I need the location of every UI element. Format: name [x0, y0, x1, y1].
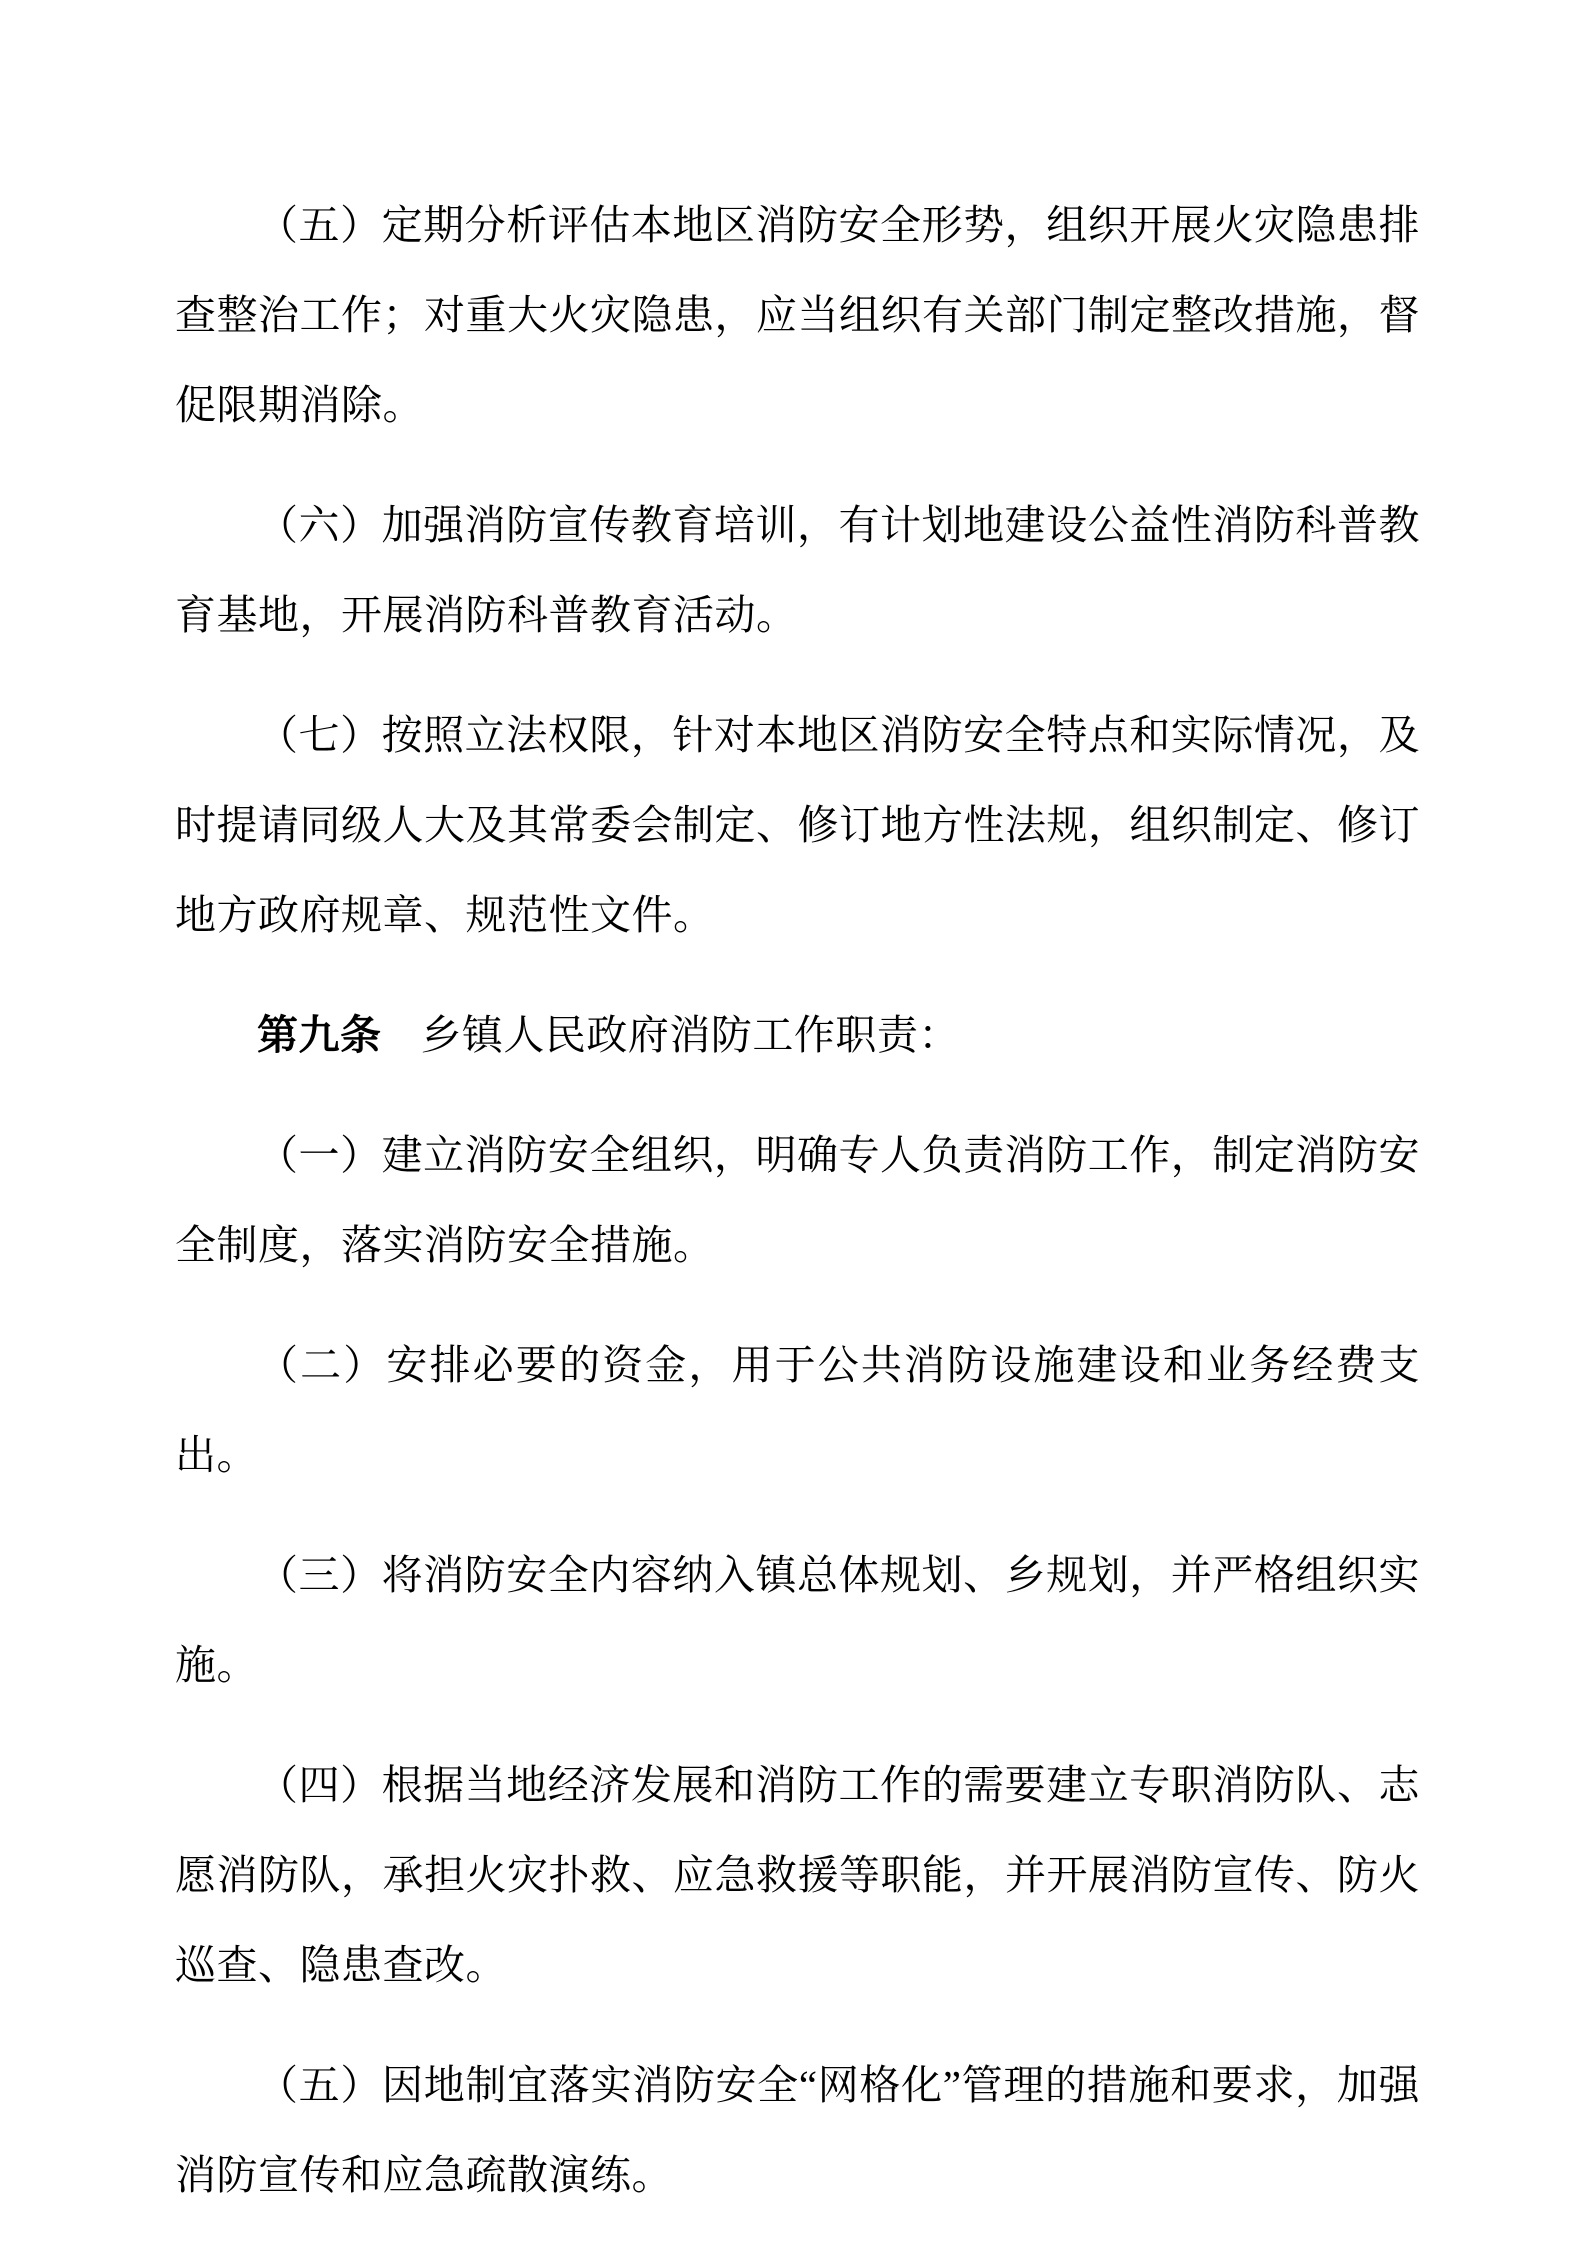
article-9-heading [175, 990, 1420, 1080]
paragraph-item-2: （二）安排必要的资金，用于公共消防设施建设和业务经费支出。 [175, 1342, 1420, 1478]
article-number: 第九条 [257, 1012, 382, 1058]
paragraph-item-5b: （五）因地制宜落实消防安全“网格化”管理的措施和要求，加强消防宣传和应急疏散演练。 [175, 2062, 1420, 2198]
article-title: 乡镇人民政府消防工作职责： [420, 1012, 960, 1058]
paragraph-item-6: （六）加强消防宣传教育培训，有计划地建设公益性消防科普教育基地，开展消防科普教育活动。 [175, 502, 1420, 638]
paragraph-item-5: （五）定期分析评估本地区消防安全形势，组织开展火灾隐患排查整治工作；对重大火灾隐患，应当组织有关部门制定整改措施，督促限期消除。 [175, 202, 1420, 428]
paragraph-item-1: （一）建立消防安全组织，明确专人负责消防工作，制定消防安全制度，落实消防安全措施。 [175, 1132, 1420, 1268]
paragraph-item-4: （四）根据当地经济发展和消防工作的需要建立专职消防队、志愿消防队，承担火灾扑救、应急救援等职能，并开展消防宣传、防火巡查、隐患查改。 [175, 1762, 1420, 1988]
paragraph-item-3: （三）将消防安全内容纳入镇总体规划、乡规划，并严格组织实施。 [175, 1552, 1420, 1688]
paragraph-item-7: （七）按照立法权限，针对本地区消防安全特点和实际情况，及时提请同级人大及其常委会制定、修订地方性法规，组织制定、修订地方政府规章、规范性文件。 [175, 712, 1420, 938]
